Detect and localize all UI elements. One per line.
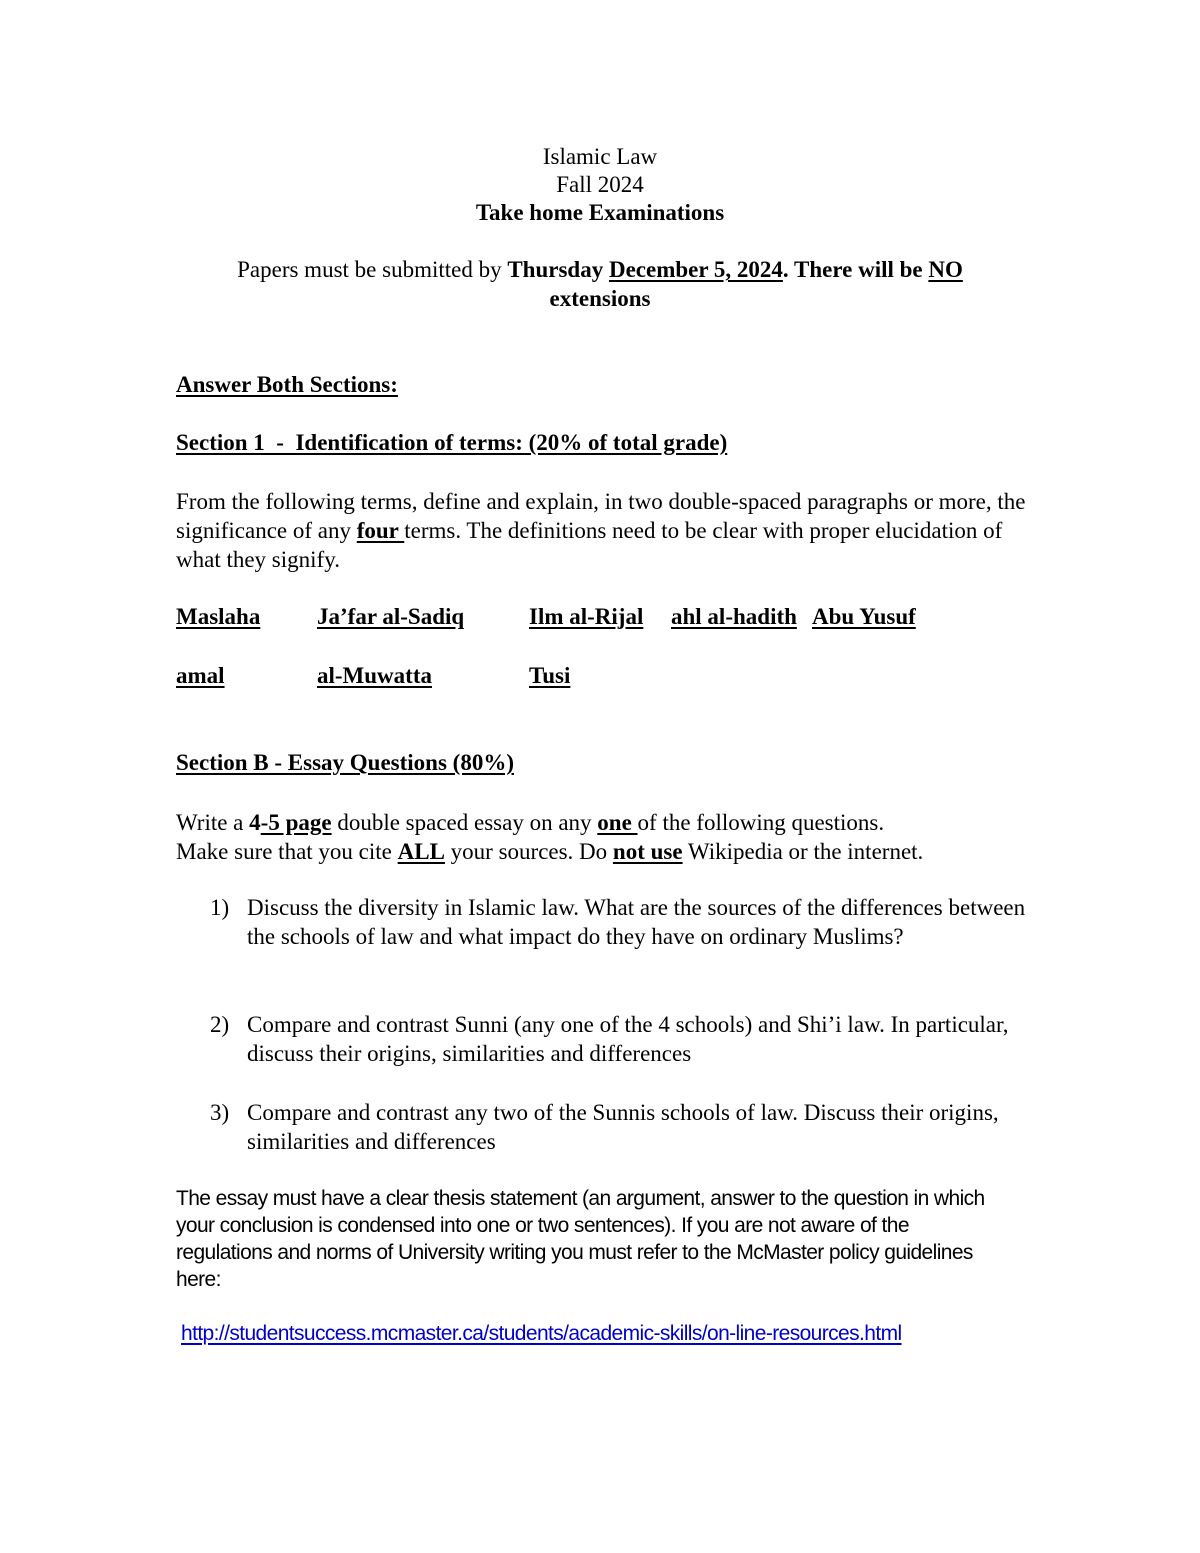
intro-one: one — [597, 810, 638, 835]
term-ahl-al-hadith: ahl al-hadith — [671, 604, 797, 629]
section2-heading: Section B - Essay Questions (80%) — [176, 750, 514, 775]
deadline-day: Thursday — [507, 257, 604, 282]
intro-e: your sources. Do — [444, 839, 613, 864]
question-1-number: 1) — [210, 895, 230, 920]
section2-intro-line1 — [176, 808, 884, 837]
question-2-number: 2) — [210, 1012, 230, 1037]
course-title: Islamic Law — [542, 144, 658, 169]
term-amal: amal — [176, 663, 225, 688]
deadline-mid: . There will be — [782, 257, 929, 282]
intro-a: Write a — [176, 810, 250, 835]
question-2-text: Compare and contrast Sunni (any one of the 4 schools) and Shi’i law. In particular, discuss their origins, similarities and differences — [247, 1012, 1009, 1066]
intro-notuse: not use — [612, 839, 683, 864]
term-jafar-al-sadiq: Ja’far al-Sadiq — [317, 604, 465, 629]
exam-title: Take home Examinations — [475, 200, 725, 225]
deadline-date: December 5, 2024 — [608, 257, 783, 282]
term-al-muwatta: al-Muwatta — [317, 663, 432, 688]
section1-instructions — [176, 487, 1036, 574]
section1-para-b: terms. The definitions need to be clear with proper elucidation of what they signify. — [176, 518, 1003, 572]
intro-pages: -5 page — [260, 810, 332, 835]
section1-para-a: From the following terms, define and explain, in two double-spaced paragraphs or more, the significance of any — [176, 489, 1026, 543]
section1-heading: Section 1 - Identification of terms: (20% of total grade) — [176, 430, 728, 455]
deadline-no: NO — [928, 257, 963, 282]
policy-link-container — [181, 1320, 902, 1347]
course-term: Fall 2024 — [556, 172, 644, 197]
intro-f: Wikipedia or the internet. — [682, 839, 924, 864]
answer-both-heading: Answer Both Sections: — [176, 372, 398, 397]
term-maslaha: Maslaha — [176, 604, 261, 629]
thesis-statement-paragraph: The essay must have a clear thesis statement (an argument, answer to the question in which your conclusion is condensed into one or two sentences). If you are not aware of the regulations and norms of University writing you must refer to the McMaster policy guidelines here: — [176, 1187, 985, 1291]
question-3-number: 3) — [210, 1100, 230, 1125]
deadline-line — [0, 255, 1200, 284]
intro-4: 4 — [249, 810, 261, 835]
question-1-text: Discuss the diversity in Islamic law. What are the sources of the differences between the schools of law and what impact do they have on ordinary Muslims? — [247, 895, 1026, 949]
deadline-extensions: extensions — [549, 286, 651, 311]
section2-intro-line2 — [176, 837, 923, 866]
term-ilm-al-rijal: Ilm al-Rijal — [529, 604, 644, 629]
intro-c: of the following questions. — [637, 810, 885, 835]
deadline-prefix: Papers must be submitted by — [237, 257, 508, 282]
question-3-text: Compare and contrast any two of the Sunnis schools of law. Discuss their origins, similarities and differences — [247, 1100, 999, 1154]
intro-d: Make sure that you cite — [176, 839, 398, 864]
mcmaster-policy-link[interactable]: http://studentsuccess.mcmaster.ca/students/academic-skills/on-line-resources.html — [181, 1322, 902, 1345]
intro-b: double spaced essay on any — [331, 810, 598, 835]
term-tusi: Tusi — [529, 663, 571, 688]
term-abu-yusuf: Abu Yusuf — [812, 604, 916, 629]
intro-all: ALL — [397, 839, 445, 864]
section1-four: four — [356, 518, 405, 543]
